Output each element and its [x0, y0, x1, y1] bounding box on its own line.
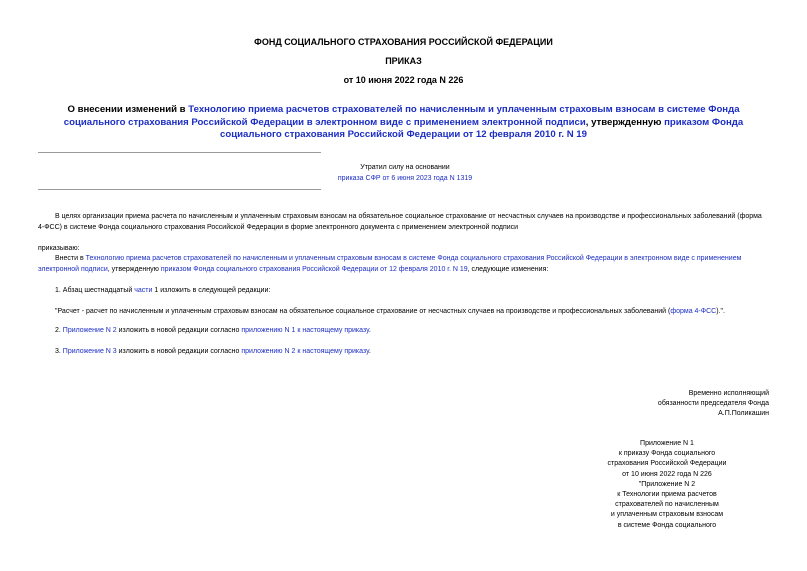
- appendix-line: в системе Фонда социального: [617, 521, 717, 529]
- divider-bottom: [38, 189, 321, 190]
- item2-text-2: изложить в новой редакции согласно: [116, 327, 242, 334]
- doc-date-number: от 10 июня 2022 года N 226: [343, 75, 464, 85]
- appendix-line: к приказу Фонда социального: [618, 450, 716, 458]
- appendix-line: Приложение N 1: [640, 440, 694, 447]
- title-link-order-19[interactable]: приказом Фонда социального страхования Российской Федерации от 12 февраля 2010 г. N 19: [220, 116, 744, 141]
- item3-text-1: 3.: [55, 348, 63, 355]
- lost-force-note: [300, 163, 510, 184]
- signature-line-1: Временно исполняющий: [688, 390, 769, 397]
- item-2: [55, 326, 371, 337]
- amendment-paragraph: [38, 254, 769, 275]
- doc-type-heading: ПРИКАЗ: [385, 56, 422, 66]
- appendix-line: и уплаченным страховым взносам: [610, 511, 724, 519]
- item2-text-3: .: [368, 327, 371, 334]
- intro-paragraph: В целях организации приема расчета по начисленным и уплаченным страховым взносам на обязательное социальное страхование от несчастных случаев на производстве и профессиональных заболеваний (форма 4-ФСС) в системе Фонда социального страхования Российской Федерации в форме электронного документа с применением электронной подписи: [38, 213, 762, 231]
- item3-text-2: изложить в новой редакции согласно: [116, 348, 242, 355]
- quote-link-form[interactable]: форма 4-ФСС: [670, 308, 717, 315]
- title-link-technology[interactable]: Технологию приема расчетов страхователей по начисленным и уплаченным страховым взносам в системе Фонда социального страхования Российской Федерации в электронном виде с применением электронной подписи: [63, 104, 740, 128]
- title-text-1: О внесении изменений в: [67, 104, 189, 115]
- item1-text-1: 1. Абзац шестнадцатый: [55, 287, 135, 294]
- amend-text-2: , утвержденную: [107, 265, 161, 273]
- lost-force-text: Утратил силу на основании: [360, 164, 450, 171]
- org-heading: ФОНД СОЦИАЛЬНОГО СТРАХОВАНИЯ РОССИЙСКОЙ ФЕДЕРАЦИИ: [254, 37, 553, 47]
- item2-link-attachment-1[interactable]: приложению N 1 к настоящему приказу: [241, 327, 369, 334]
- quote-text-2: ).".: [716, 308, 725, 315]
- signature-line-2: обязанности председателя Фонда: [657, 400, 769, 408]
- appendix-line: к Технологии приема расчетов: [617, 491, 717, 499]
- appendix-line: "Приложение N 2: [638, 480, 696, 488]
- appendix-line: страхователей по начисленным: [615, 501, 719, 509]
- quote-text-1: "Расчет - расчет по начисленным и уплаченным страховым взносам на обязательное социальное страхование от несчастных случаев на производстве и профессиональных заболеваний (: [55, 308, 671, 315]
- item1-link-part[interactable]: части: [134, 287, 153, 294]
- appendix-block: [567, 439, 767, 531]
- appendix-line: от 10 июня 2022 года N 226: [622, 470, 712, 478]
- signature-block: [658, 389, 769, 420]
- lost-force-link[interactable]: приказа СФР от 6 июня 2023 года N 1319: [337, 174, 473, 182]
- signature-name: А.П.Поликашин: [718, 410, 769, 418]
- amend-text-3: , следующие изменения:: [467, 265, 549, 273]
- quote-paragraph: [55, 307, 769, 318]
- item-3: [55, 347, 371, 358]
- amend-link-technology[interactable]: Технологию приема расчетов страхователей по начисленным и уплаченным страховым взносам в системе Фонда социального страхования Российской Федерации в электронном виде с применением электронной подписи: [38, 255, 742, 273]
- amend-link-order-19[interactable]: приказом Фонда социального страхования Российской Федерации от 12 февраля 2010 г. N 19: [160, 265, 468, 273]
- order-word: приказываю:: [38, 245, 80, 252]
- item2-text-1: 2.: [55, 327, 63, 334]
- item2-link-appendix-2[interactable]: Приложение N 2: [62, 327, 117, 334]
- item1-text-2: 1 изложить в следующей редакции:: [152, 287, 271, 294]
- item3-link-appendix-3[interactable]: Приложение N 3: [62, 348, 117, 355]
- item-1: [55, 286, 270, 297]
- appendix-line: страхования Российской Федерации: [607, 460, 727, 468]
- doc-title: [55, 104, 752, 142]
- amend-text-1: Внести в: [55, 255, 86, 262]
- title-text-2: , утвержденную: [585, 116, 665, 128]
- divider-top: [38, 152, 321, 153]
- item3-text-3: .: [368, 348, 371, 355]
- item3-link-attachment-2[interactable]: приложению N 2 к настоящему приказу: [241, 348, 369, 355]
